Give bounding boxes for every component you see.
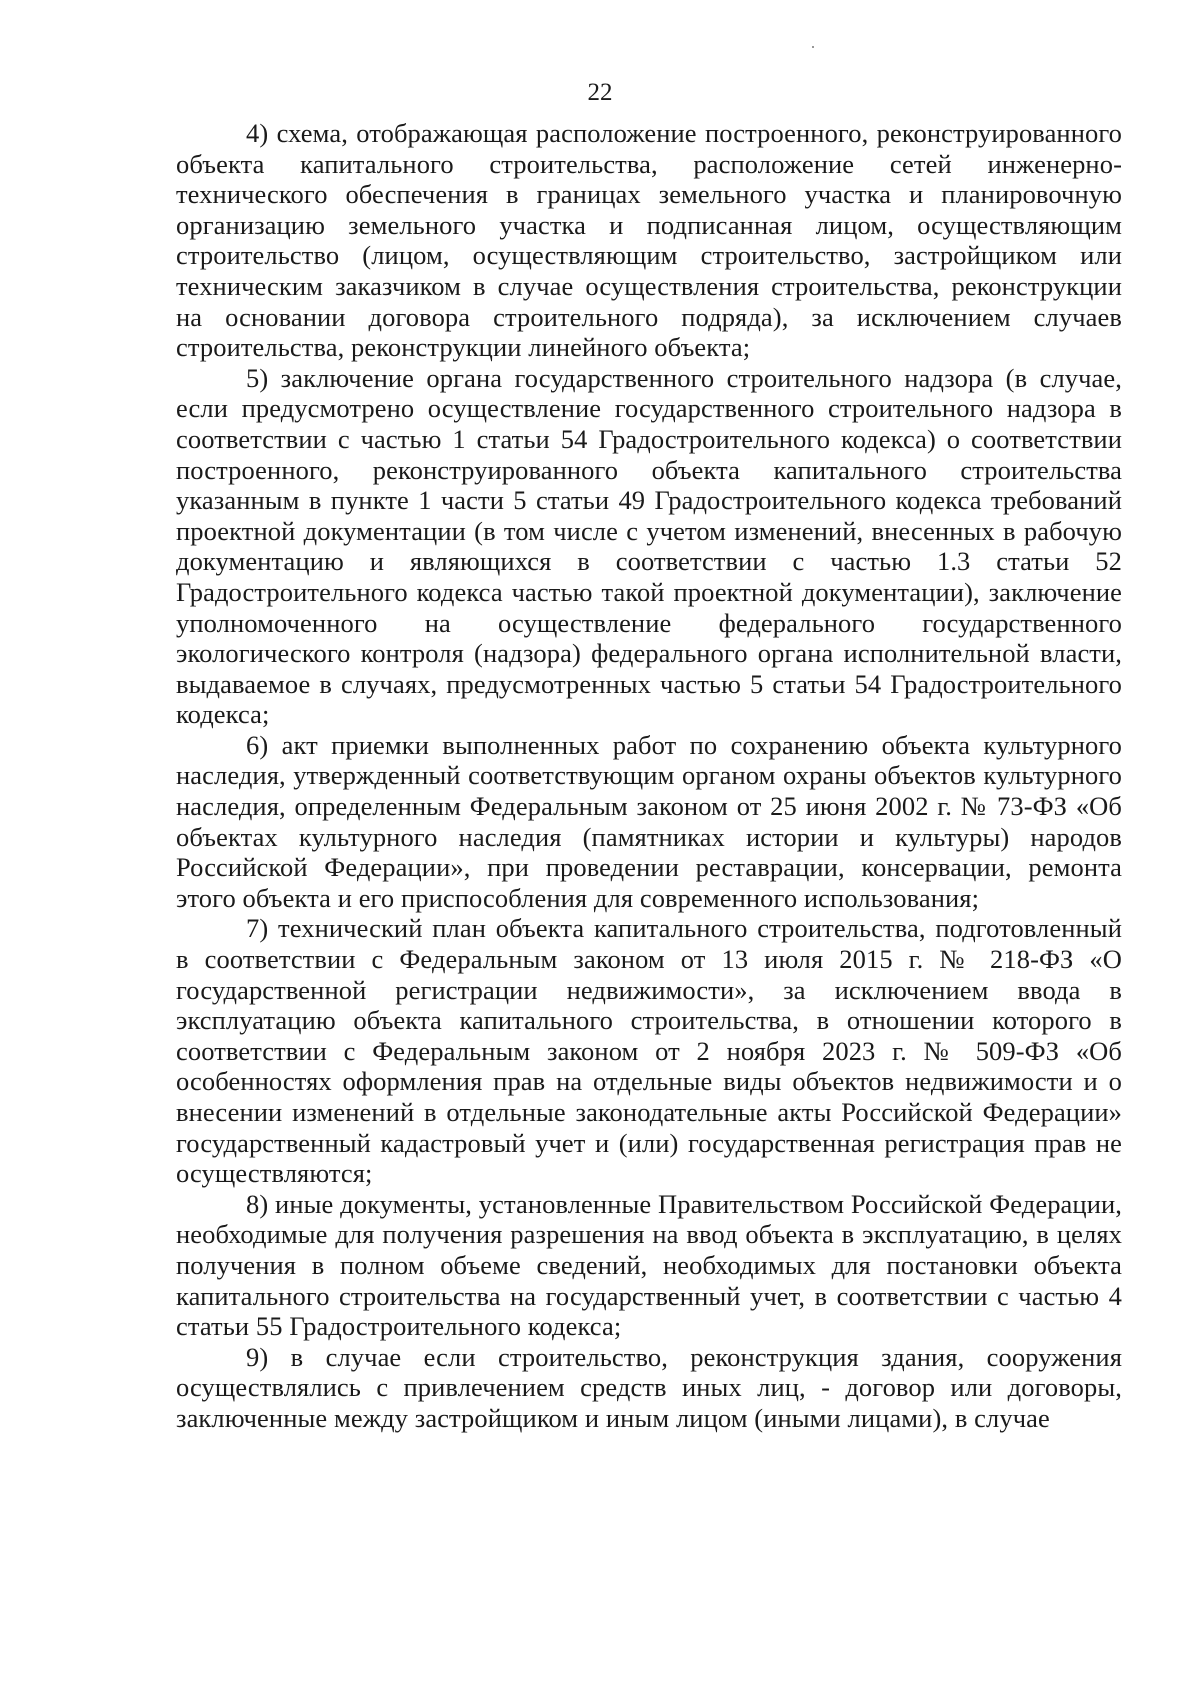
page-number: 22: [587, 79, 613, 106]
paragraph-item-9: 9) в случае если строительство, реконструкция здания, сооружения осуществлялись с привлечением средств иных лиц, - договор или договоры, заключенные между застройщиком и иным лицом (иными лицами), в случае: [176, 1341, 1122, 1433]
document-body: [176, 118, 1122, 1434]
paragraph-item-5: 5) заключение органа государственного строительного надзора (в случае, если предусмотрено осуществление государственного строительного надзора в соответствии с частью 1 статьи 54 Градостроительного кодекса) о соответствии построенного, реконструированного объекта капитального строительства указанным в пункте 1 части 5 статьи 49 Градостроительного кодекса требований проектной документации (в том числе с учетом изменений, внесенных в рабочую документацию и являющихся в соответствии с частью 1.3 статьи 52 Градостроительного кодекса частью такой проектной документации), заключение уполномоченного на осуществление федерального государственного экологического контроля (надзора) федерального органа исполнительной власти, выдаваемое в случаях, предусмотренных частью 5 статьи 54 Градостроительного кодекса;: [176, 362, 1122, 730]
paragraph-item-6: 6) акт приемки выполненных работ по сохранению объекта культурного наследия, утвержденный соответствующим органом охраны объектов культурного наследия, определенным Федеральным законом от 25 июня 2002 г. № 73-ФЗ «Об объектах культурного наследия (памятниках истории и культуры) народов Российской Федерации», при проведении реставрации, консервации, ремонта этого объекта и его приспособления для современного использования;: [176, 729, 1122, 913]
paragraph-item-8: 8) иные документы, установленные Правительством Российской Федерации, необходимые для получения разрешения на ввод объекта в эксплуатацию, в целях получения в полном объеме сведений, необходимых для постановки объекта капитального строительства на государственный учет, в соответствии с частью 4 статьи 55 Градостроительного кодекса;: [176, 1188, 1122, 1342]
scan-artifact: [812, 46, 814, 48]
paragraph-item-4: 4) схема, отображающая расположение построенного, реконструированного объекта капитального строительства, расположение сетей инженерно-технического обеспечения в границах земельного участка и планировочную организацию земельного участка и подписанная лицом, осуществляющим строительство (лицом, осуществляющим строительство, застройщиком или техническим заказчиком в случае осуществления строительства, реконструкции на основании договора строительного подряда), за исключением случаев строительства, реконструкции линейного объекта;: [176, 118, 1122, 363]
paragraph-item-7: 7) технический план объекта капитального строительства, подготовленный в соответствии с Федеральным законом от 13 июля 2015 г. № 218-ФЗ «О государственной регистрации недвижимости», за исключением ввода в эксплуатацию объекта капитального строительства, в отношении которого в соответствии с Федеральным законом от 2 ноября 2023 г. № 509-ФЗ «Об особенностях оформления прав на отдельные виды объектов недвижимости и о внесении изменений в отдельные законодательные акты Российской Федерации» государственный кадастровый учет и (или) государственная регистрация прав не осуществляются;: [176, 913, 1122, 1189]
